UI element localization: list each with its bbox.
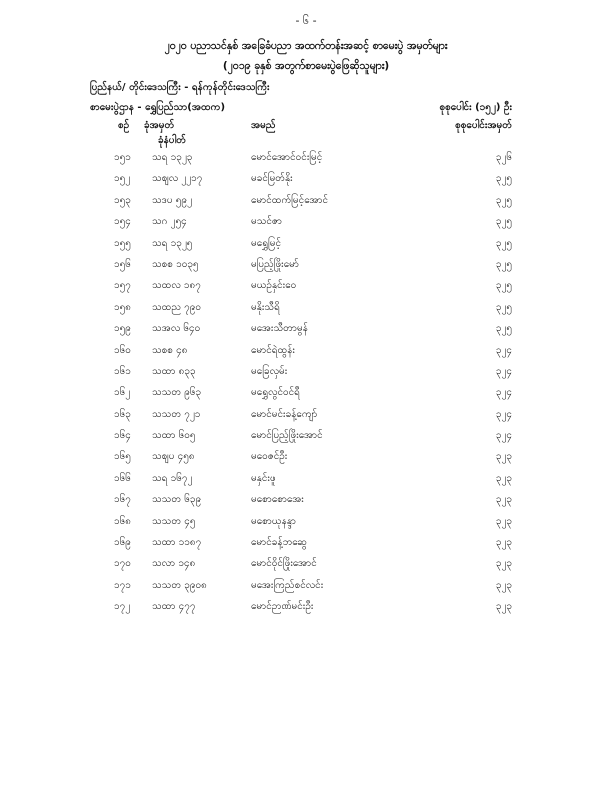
total-marks: ၃၂၄: [495, 344, 512, 356]
total-marks: ၃၂၄: [495, 365, 512, 377]
col-no-header: စဉ်: [118, 120, 130, 131]
total-marks: ၃၂၆: [495, 152, 512, 163]
student-name: မစောယုနန္ဒာ: [251, 515, 297, 527]
row-number: ၁၆၉: [114, 537, 131, 549]
roll-number: သသတ ၆၃၉: [152, 494, 202, 506]
document-subtitle: (၂၀၁၉ ခုနှစ် အတွက်စာမေးပွဲဖြေဆိုသူများ): [222, 60, 390, 72]
student-name: မနှင်းဖူ: [251, 472, 276, 484]
table-row: [0, 150, 612, 171]
row-number: ၁၇၀: [114, 558, 131, 570]
total-marks: ၃၂၅: [495, 323, 512, 335]
row-number: ၁၆၇: [114, 494, 131, 506]
table-row: [0, 514, 612, 535]
row-number: ၁၅၁: [114, 152, 131, 163]
roll-number: သသတ ၇၂၁: [152, 408, 201, 420]
roll-number: သရ ၁၃၂၅: [152, 237, 193, 249]
student-name: မသင်ဇာ: [251, 216, 282, 228]
total-marks: ၃၂၃: [495, 601, 512, 613]
total-marks: ၃၂၄: [495, 408, 512, 420]
col-roll-header-line2: ခုံနံပါတ်: [158, 135, 186, 146]
row-number: ၁၇၁: [114, 579, 131, 591]
row-number: ၁၆၅: [114, 451, 131, 463]
roll-number: သထလ ၁၈၇: [152, 280, 201, 292]
table-row: [0, 471, 612, 492]
student-name: မောင်ခန့်ဘဆွေ: [251, 537, 307, 549]
roll-number: သစစ ၄၈: [152, 344, 188, 356]
roll-number: သသတ ၄၅: [152, 515, 196, 527]
total-marks: ၃၂၅: [495, 237, 512, 249]
total-marks: ၃၂၃: [495, 472, 512, 484]
total-marks: ၃၂၃: [495, 494, 512, 506]
table-row: [0, 278, 612, 299]
row-number: ၁၆၂: [114, 387, 131, 399]
total-marks: ၃၂၃: [495, 537, 512, 549]
table-row: [0, 321, 612, 342]
student-name: မရွှေမြင့်: [251, 237, 282, 249]
page-number: - ၆ -: [295, 14, 317, 27]
roll-number: သအလ ၆၄၀: [152, 323, 201, 335]
student-name: မောင်ပြည့်ဖြိုးအောင်: [251, 430, 323, 442]
row-number: ၁၇၂: [114, 601, 131, 613]
table-row: [0, 428, 612, 449]
total-marks: ၃၂၃: [495, 558, 512, 570]
total-marks: ၃၂၅: [495, 258, 512, 270]
student-name: မပြည့်ဖြိုးမော်: [251, 258, 299, 270]
roll-number: သထာ ၆၀၅: [152, 430, 196, 442]
table-row: [0, 193, 612, 214]
table-row: [0, 257, 612, 278]
results-table: [0, 150, 612, 621]
student-name: မောင်ရဲထွန်း: [251, 344, 295, 356]
region-line: ပြည်နယ်/ တိုင်းဒေသကြီး - ရန်ကုန်တိုင်းဒေသကြီး: [90, 82, 270, 93]
roll-number: သထာ ၈၃၃: [152, 365, 196, 377]
row-number: ၁၅၈: [114, 301, 131, 313]
table-row: [0, 556, 612, 577]
row-number: ၁၅၇: [114, 280, 131, 292]
student-name: မစောစောအေး: [251, 494, 304, 506]
row-number: ၁၅၅: [114, 237, 131, 249]
roll-number: သထည ၇၉၀: [152, 301, 202, 313]
student-name: မရွှေလွင်ဝင်ရီ: [251, 387, 300, 399]
roll-number: သထာ ၁၁၈၇: [152, 537, 202, 549]
table-row: [0, 300, 612, 321]
roll-number: သရ ၁၃၂၃: [152, 152, 193, 163]
student-name: မခင်မြတ်နိုး: [251, 173, 293, 185]
row-number: ၁၆၄: [114, 430, 131, 442]
total-marks: ၃၂၅: [495, 301, 512, 313]
row-number: ၁၅၂: [114, 173, 131, 185]
student-name: မောင်ဝိုင်ဖြိုးအောင်: [251, 558, 317, 570]
total-marks: ၃၂၃: [495, 579, 512, 591]
document-title: ၂၀၂၀ ပညာသင်နှစ် အခြေခံပညာ အထက်တန်းအဆင့် စာမေးပွဲ အမှတ်များ: [164, 40, 448, 52]
roll-number: သဒပ ၅၉၂: [152, 194, 192, 206]
student-name: မနိုးသီရိ: [251, 301, 280, 313]
total-marks: ၃၂၅: [495, 194, 512, 206]
student-name: မောင်အောင်ဝင်းမြင့်: [251, 152, 323, 163]
table-row: [0, 364, 612, 385]
total-label: စုစုပေါင်း (၁၅၂) ဦး: [439, 102, 512, 113]
row-number: ၁၆၈: [114, 515, 131, 527]
total-marks: ၃၂၃: [495, 515, 512, 527]
roll-number: သစစ ၁၀၃၅: [152, 258, 199, 270]
student-name: မဝေဇင်ဦး: [251, 451, 288, 463]
roll-number: သလာ ၁၄၈: [152, 558, 196, 570]
table-row: [0, 385, 612, 406]
roll-number: သဈလ ၂၂၁၇: [152, 173, 203, 185]
student-name: မခြေလှမ်း: [251, 365, 288, 377]
row-number: ၁၆၁: [114, 365, 131, 377]
row-number: ၁၆၀: [114, 344, 131, 356]
exam-center-label: စာမေးပွဲဌာန - ရွှေပြည်သာ(အထက): [90, 102, 226, 113]
table-row: [0, 214, 612, 235]
roll-number: သဈပ ၄၅၈: [152, 451, 195, 463]
total-marks: ၃၂၄: [495, 430, 512, 442]
table-row: [0, 343, 612, 364]
total-marks: ၃၂၅: [495, 173, 512, 185]
total-marks: ၃၂၃: [495, 451, 512, 463]
table-row: [0, 407, 612, 428]
student-name: မယဉ်နှင်းဝေ: [251, 280, 297, 292]
student-name: မအေးသီတာမွန်: [251, 323, 308, 335]
table-row: [0, 492, 612, 513]
row-number: ၁၅၉: [114, 323, 131, 335]
col-name-header: အမည်: [251, 120, 276, 131]
student-name: မအေးကြည်စင်လင်း: [251, 579, 324, 591]
student-name: မောင်ဉာဏ်မင်းဦး: [251, 601, 314, 613]
student-name: မောင်မင်းခန့်ကျော်: [251, 408, 318, 420]
col-roll-header: ခုံအမှတ်: [144, 120, 175, 131]
roll-number: သသတ ၃၉၀၈: [152, 579, 207, 591]
roll-number: သဂ ၂၅၄: [152, 216, 187, 228]
total-marks: ၃၂၅: [495, 216, 512, 228]
table-row: [0, 449, 612, 470]
row-number: ၁၅၆: [114, 258, 131, 270]
roll-number: သသတ ၉၆၃: [152, 387, 202, 399]
table-row: [0, 171, 612, 192]
table-row: [0, 578, 612, 599]
roll-number: သထာ ၄၇၇: [152, 601, 196, 613]
col-marks-header: စုစုပေါင်းအမှတ်: [455, 120, 512, 131]
table-row: [0, 599, 612, 620]
row-number: ၁၅၄: [114, 216, 131, 228]
total-marks: ၃၂၄: [495, 387, 512, 399]
table-row: [0, 535, 612, 556]
total-marks: ၃၂၅: [495, 280, 512, 292]
row-number: ၁၅၃: [114, 194, 131, 206]
table-row: [0, 236, 612, 257]
roll-number: သရ ၁၆၇၂: [152, 472, 193, 484]
row-number: ၁၆၆: [114, 472, 131, 484]
student-name: မောင်ထက်မြင့်အောင်: [251, 194, 329, 206]
row-number: ၁၆၃: [114, 408, 131, 420]
